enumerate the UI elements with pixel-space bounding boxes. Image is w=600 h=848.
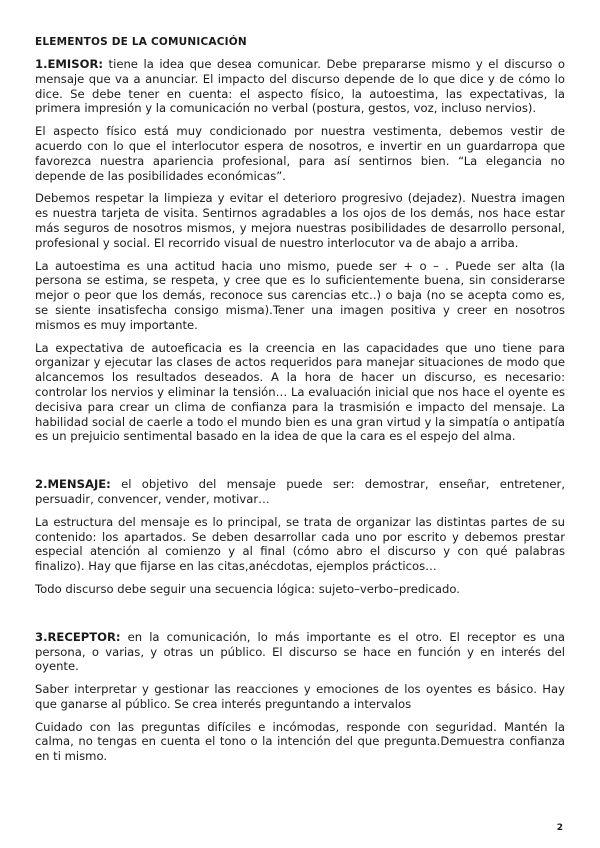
section-receptor (35, 630, 565, 764)
section-emisor (35, 57, 565, 444)
emisor-expectativa-paragraph: La expectativa de autoeficacia es la creencia en las capacidades que uno tiene para organizar y ejecutar las clases de actos requeridos para manejar situaciones de modo que alcancemos los resultados deseados. A la hora de hacer un discurso, es necesario: controlar los nervios y eliminar la tensión… La evaluación inicial que nos hace el oyente es decisiva para crear un clima de confianza para la trasmisión e impacto del mensaje. La habilidad social de caerle a todo el mundo bien es una gran virtud y la simpatía o antipatía es un prejuicio sentimental basado en la idea de que la cara es el espejo del alma. (35, 340, 565, 444)
document-page (35, 36, 565, 772)
mensaje-heading: 2.MENSAJE: (35, 477, 111, 492)
receptor-heading: 3.RECEPTOR: (35, 629, 121, 644)
mensaje-intro-paragraph (35, 477, 565, 507)
receptor-interpretar-paragraph: Saber interpretar y gestionar las reacciones y emociones de los oyentes es básico. Hay que ganarse al público. Se crea interés preguntando a intervalos (35, 682, 565, 711)
emisor-intro-text: tiene la idea que desea comunicar. Debe prepararse mismo y el discurso o mensaje que va a anunciar. El impacto del discurso depende de lo que dice y de cómo lo dice. Se debe tener en cuenta: el aspecto físico, la autoestima, las expectativas, la primera impresión y la comunicación no verbal (postura, gestos, voz, incluso nervios). (35, 57, 565, 116)
page-number: 2 (556, 823, 563, 833)
emisor-heading: 1.EMISOR: (35, 57, 104, 71)
emisor-limpieza-paragraph: Debemos respetar la limpieza y evitar el deterioro progresivo (dejadez). Nuestra imagen es nuestra tarjeta de visita. Sentirnos agradables a los ojos de los demás, nos hace estar más seguros de nosotros mismos, y mejora nuestras posibilidades de desarrollo personal, profesional y social. El recorrido visual de nuestro interlocutor va de abajo a arriba. (35, 191, 565, 250)
mensaje-intro-text: el objetivo del mensaje puede ser: demostrar, enseñar, entretener, persuadir, convencer, vender, motivar… (35, 477, 565, 506)
emisor-autoestima-paragraph: La autoestima es una actitud hacia uno mismo, puede ser + o – . Puede ser alta (la persona se estima, se respeta, y cree que es lo suficientemente buena, sin considerarse mejor o peor que los demás, reconoce sus carencias etc..) o baja (no se acepta como es, se siente insatisfecha consigo misma).Tener una imagen positiva y creer en nosotros mismos es muy importante. (35, 258, 565, 332)
emisor-aspecto-fisico-paragraph: El aspecto físico está muy condicionado por nuestra vestimenta, debemos vestir de acuerdo con lo que el interlocutor espera de nosotros, e invertir en un guardarropa que favorezca nuestra apariencia profesional, para así sentirnos bien. “La elegancia no depende de las posibilidades económicas”. (35, 124, 565, 183)
section-spacer (35, 605, 565, 630)
mensaje-secuencia-paragraph: Todo discurso debe seguir una secuencia lógica: sujeto–verbo–predicado. (35, 581, 460, 596)
emisor-intro-paragraph (35, 57, 565, 116)
receptor-preguntas-paragraph: Cuidado con las preguntas difíciles e incómodas, responde con seguridad. Mantén la calma, no tengas en cuenta el tono o la intención del que pregunta.Demuestra confianza en ti mismo. (35, 719, 565, 764)
document-title: ELEMENTOS DE LA COMUNICACIÓN (35, 36, 247, 48)
section-mensaje (35, 477, 565, 597)
receptor-intro-paragraph (35, 630, 565, 674)
section-spacer (35, 452, 565, 477)
receptor-intro-text: en la comunicación, lo más importante es el otro. El receptor es una persona, o varias, y otras un público. El discurso se hace en función y en interés del oyente. (35, 629, 565, 674)
mensaje-estructura-paragraph: La estructura del mensaje es lo principal, se trata de organizar las distintas partes de su contenido: los apartados. Se deben desarrollar cada uno por escrito y debemos prestar especial atención al comienzo y al final (cómo abro el discurso y con qué palabras finalizo). Hay que fijarse en las citas,anécdotas, ejemplos prácticos… (35, 514, 565, 574)
